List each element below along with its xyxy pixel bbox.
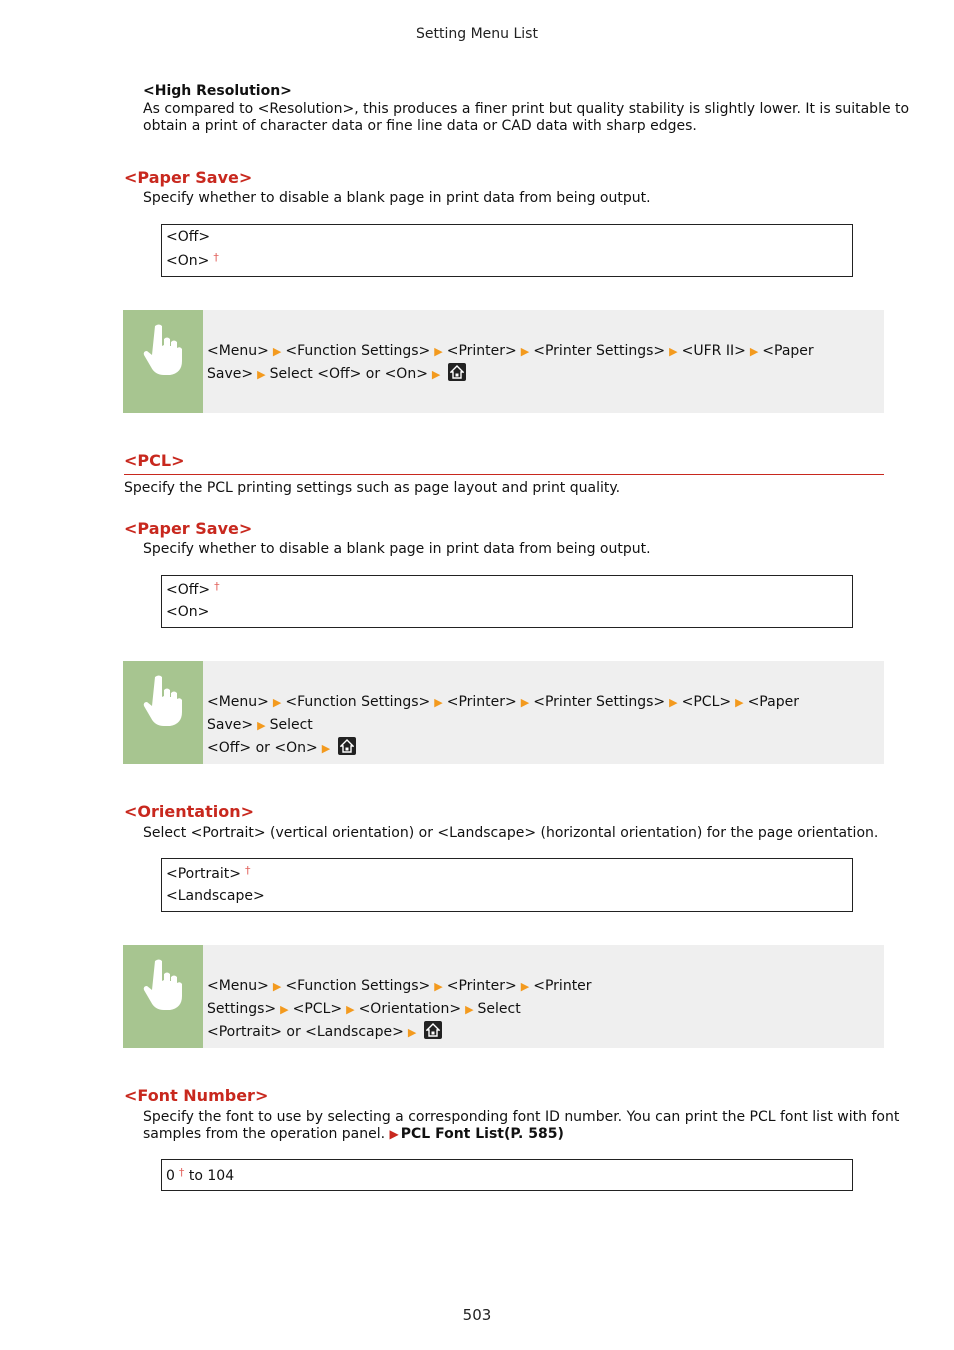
triangle-right-icon: ▶ xyxy=(669,345,678,358)
triangle-right-icon: ▶ xyxy=(272,345,282,358)
option-on: <On> xyxy=(166,604,210,620)
triangle-right-icon: ▶ xyxy=(465,1003,474,1016)
triangle-right-icon: ▶ xyxy=(257,719,266,732)
triangle-right-icon: ▶ xyxy=(520,345,530,358)
hand-pointer-icon xyxy=(123,661,203,764)
font-number-heading: <Font Number> xyxy=(124,1086,269,1105)
step-paper-save-part2: Save> xyxy=(207,366,254,382)
step-off-or-on: <Off> or <On> xyxy=(207,740,318,756)
step-function-settings: <Function Settings> xyxy=(285,978,431,994)
option-off: <Off> xyxy=(166,229,211,245)
orientation-heading: <Orientation> xyxy=(124,802,254,821)
paper-save-ufr-options xyxy=(161,224,853,277)
pcl-desc: Specify the PCL printing settings such as page layout and print quality. xyxy=(124,480,621,496)
triangle-right-icon: ▶ xyxy=(434,980,443,993)
orientation-desc: Select <Portrait> (vertical orientation) or <Landscape> (horizontal orientation) for the page orientation. xyxy=(143,825,879,841)
paper-save-pcl-desc: Specify whether to disable a blank page in print data from being output. xyxy=(143,541,651,557)
font-number-desc-line1: Specify the font to use by selecting a corresponding font ID number. You can print the PCL font list with font xyxy=(143,1109,900,1125)
step-paper-save-part1: <Paper xyxy=(762,343,814,359)
step-function-settings: <Function Settings> xyxy=(285,343,431,359)
step-ufr-ii: <UFR II> xyxy=(681,343,746,359)
step-menu: <Menu> xyxy=(207,343,269,359)
triangle-right-icon: ▶ xyxy=(431,368,441,381)
triangle-right-icon: ▶ xyxy=(321,742,331,755)
high-resolution-desc-line1: As compared to <Resolution>, this produces a finer print but quality stability is slightly lower. It is suitable to xyxy=(143,101,910,117)
triangle-right-icon: ▶ xyxy=(735,696,744,709)
step-orientation: <Orientation> xyxy=(358,1001,462,1017)
step-select: Select xyxy=(269,717,313,733)
paper-save-ufr-desc: Specify whether to disable a blank page in print data from being output. xyxy=(143,190,651,206)
home-icon xyxy=(424,1021,442,1039)
high-resolution-title: <High Resolution> xyxy=(143,83,292,99)
pcl-font-list-link[interactable]: PCL Font List(P. 585) xyxy=(400,1126,564,1142)
default-dagger-icon: † xyxy=(213,251,219,264)
triangle-right-icon: ▶ xyxy=(272,980,282,993)
step-select: Select xyxy=(477,1001,521,1017)
page-number: 503 xyxy=(462,1306,492,1324)
step-portrait-or-landscape: <Portrait> or <Landscape> xyxy=(207,1024,404,1040)
step-pcl: <PCL> xyxy=(292,1001,343,1017)
steps-paper-save-pcl xyxy=(207,691,882,760)
steps-orientation xyxy=(207,975,882,1044)
pcl-heading-rule xyxy=(124,474,884,475)
option-off: <Off> † xyxy=(166,580,220,598)
step-menu: <Menu> xyxy=(207,694,269,710)
font-number-range xyxy=(161,1159,853,1191)
font-number-range-value: 0 † to 104 xyxy=(166,1166,235,1184)
paper-save-ufr-heading: <Paper Save> xyxy=(124,168,253,187)
step-printer-settings: <Printer Settings> xyxy=(207,978,592,1017)
default-dagger-icon: † xyxy=(178,1166,185,1179)
home-icon xyxy=(448,363,466,381)
triangle-right-icon: ▶ xyxy=(257,368,266,381)
step-printer: <Printer> xyxy=(446,978,517,994)
paper-save-pcl-heading: <Paper Save> xyxy=(124,519,253,538)
high-resolution-desc-line2: obtain a print of character data or fine line data or CAD data with sharp edges. xyxy=(143,118,697,134)
triangle-right-icon: ▶ xyxy=(346,1003,355,1016)
option-landscape: <Landscape> xyxy=(166,888,265,904)
running-header: Setting Menu List xyxy=(416,26,538,42)
option-on: <On> † xyxy=(166,251,219,269)
home-icon xyxy=(338,737,356,755)
triangle-right-icon: ▶ xyxy=(434,345,443,358)
triangle-right-icon: ▶ xyxy=(669,696,678,709)
step-printer: <Printer> xyxy=(446,343,517,359)
step-printer: <Printer> xyxy=(446,694,517,710)
option-portrait: <Portrait> † xyxy=(166,864,251,882)
triangle-right-icon: ▶ xyxy=(280,1003,289,1016)
operation-panel-paper-save-pcl xyxy=(123,661,884,764)
font-number-desc-line2: samples from the operation panel. ▶ PCL Font List(P. 585) xyxy=(143,1126,564,1142)
triangle-right-icon: ▶ xyxy=(407,1026,417,1039)
step-function-settings: <Function Settings> xyxy=(285,694,431,710)
link-arrow-icon[interactable]: ▶ xyxy=(389,1127,399,1141)
steps-paper-save-ufr xyxy=(207,340,882,386)
paper-save-pcl-options xyxy=(161,575,853,628)
triangle-right-icon: ▶ xyxy=(272,696,282,709)
step-menu: <Menu> xyxy=(207,978,269,994)
orientation-options xyxy=(161,858,853,912)
operation-panel-paper-save-ufr xyxy=(123,310,884,413)
step-pcl: <PCL> xyxy=(681,694,732,710)
step-printer-settings: <Printer Settings> xyxy=(533,343,666,359)
pcl-heading: <PCL> xyxy=(124,451,185,470)
default-dagger-icon: † xyxy=(244,864,251,877)
step-printer-settings: <Printer Settings> xyxy=(533,694,666,710)
triangle-right-icon: ▶ xyxy=(749,345,759,358)
step-select: Select <Off> or <On> xyxy=(269,366,428,382)
triangle-right-icon: ▶ xyxy=(520,980,530,993)
hand-pointer-icon xyxy=(123,310,203,413)
default-dagger-icon: † xyxy=(214,580,220,593)
hand-pointer-icon xyxy=(123,945,203,1048)
operation-panel-orientation xyxy=(123,945,884,1048)
triangle-right-icon: ▶ xyxy=(434,696,443,709)
step-paper-save: <Paper Save> xyxy=(207,694,799,733)
triangle-right-icon: ▶ xyxy=(520,696,530,709)
